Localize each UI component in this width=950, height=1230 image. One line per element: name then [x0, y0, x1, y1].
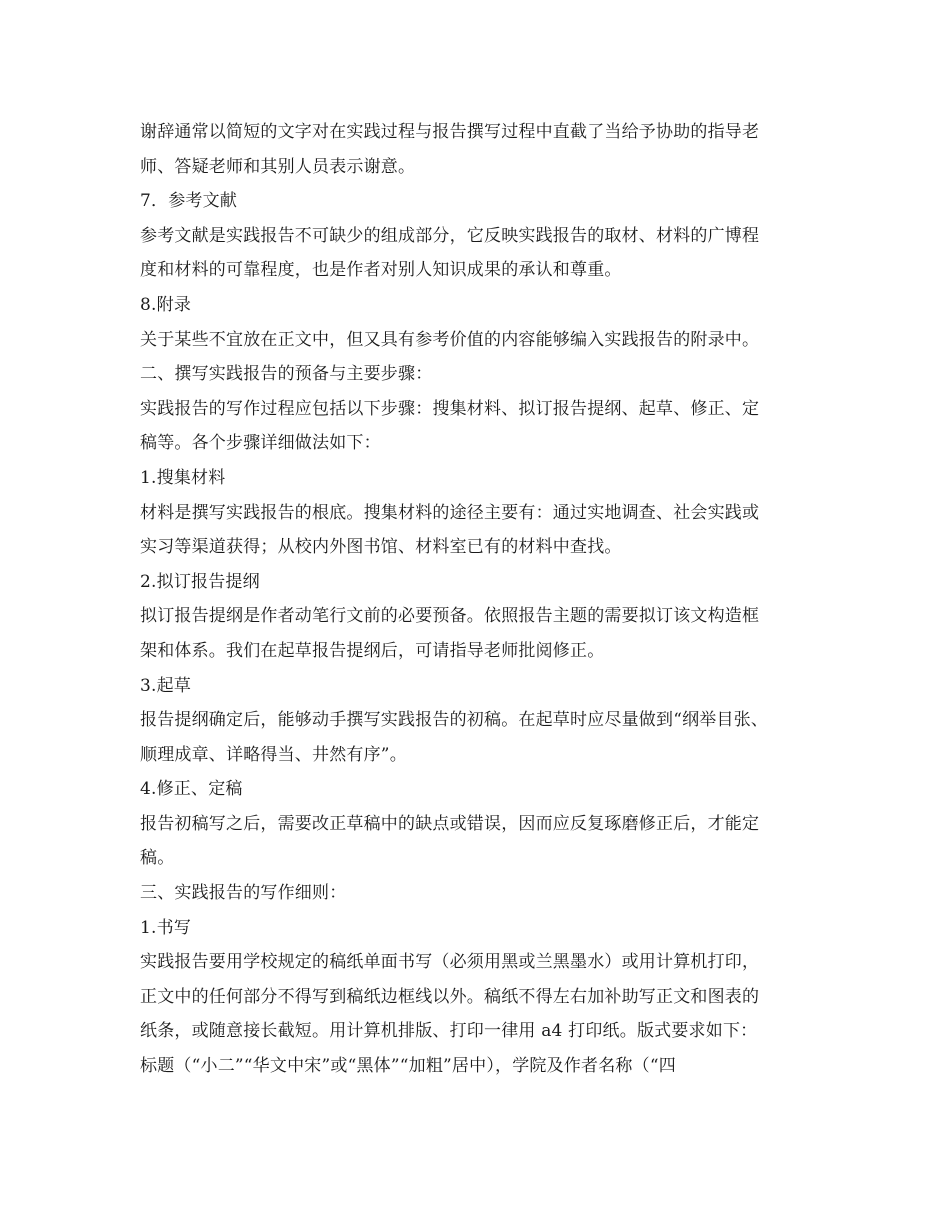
heading-revise-finalize: 4.修正、定稿 — [140, 779, 243, 800]
text-line-references-2: 度和材料的可靠程度，也是作者对别人知识成果的承认和尊重。 — [140, 260, 622, 281]
text-line-revise-1: 报告初稿写之后，需要改正草稿中的缺点或错误，因而应反复琢磨修正后，才能定 — [140, 813, 760, 834]
document-body — [140, 115, 820, 1084]
text-line-revise-2: 稿。 — [140, 848, 175, 869]
text-line-draft-2: 顺理成章、详略得当、井然有序”。 — [140, 744, 407, 765]
text-line-appendix: 关于某些不宜放在正文中，但又具有参考价值的内容能够编入实践报告的附录中。 — [140, 329, 760, 350]
text-line-acknowledgement-2: 师、答疑老师和其别人员表示谢意。 — [140, 156, 416, 177]
text-line-draft-1: 报告提纲确定后，能够动手撰写实践报告的初稿。在起草时应尽量做到“纲举目张、 — [140, 710, 769, 731]
text-line-writing-3: 纸条，或随意接长截短。用计算机排版、打印一律用 a4 打印纸。版式要求如下： — [140, 1021, 758, 1042]
text-line-outline-1: 拟订报告提纲是作者动笔行文前的必要预备。依照报告主题的需要拟订该文构造框 — [140, 606, 760, 627]
heading-outline: 2.拟订报告提纲 — [140, 571, 260, 592]
text-line-references-1: 参考文献是实践报告不可缺少的组成部分，它反映实践报告的取材、材料的广博程 — [140, 225, 760, 246]
section-heading-steps: 二、撰写实践报告的预备与主要步骤： — [140, 364, 433, 385]
text-line-acknowledgement-1: 谢辞通常以简短的文字对在实践过程与报告撰写过程中直截了当给予协助的指导老 — [140, 122, 760, 142]
heading-appendix: 8.附录 — [140, 294, 192, 315]
text-line-steps-1: 实践报告的写作过程应包括以下步骤：搜集材料、拟订报告提纲、起草、修正、定 — [140, 398, 760, 419]
text-line-outline-2: 架和体系。我们在起草报告提纲后，可请指导老师批阅修正。 — [140, 640, 605, 661]
section-heading-writing-rules: 三、实践报告的写作细则： — [140, 883, 347, 904]
text-line-writing-1: 实践报告要用学校规定的稿纸单面书写（必须用黑或兰黑墨水）或用计算机打印， — [140, 952, 760, 973]
text-line-writing-4: 标题（“小二”“华文中宋”或“黑体”“加粗”居中），学院及作者名称（“四 — [140, 1056, 676, 1077]
heading-collect-materials: 1.搜集材料 — [140, 467, 226, 488]
heading-references: 7．参考文献 — [140, 191, 238, 212]
text-line-writing-2: 正文中的任何部分不得写到稿纸边框线以外。稿纸不得左右加补助写正文和图表的 — [140, 986, 760, 1007]
text-line-collect-2: 实习等渠道获得；从校内外图书馆、材料室已有的材料中查找。 — [140, 537, 622, 558]
text-line-collect-1: 材料是撰写实践报告的根底。搜集材料的途径主要有：通过实地调查、社会实践或 — [140, 502, 760, 523]
text-line-steps-2: 稿等。各个步骤详细做法如下： — [140, 433, 381, 454]
heading-draft: 3.起草 — [140, 675, 192, 696]
heading-writing: 1.书写 — [140, 917, 192, 938]
